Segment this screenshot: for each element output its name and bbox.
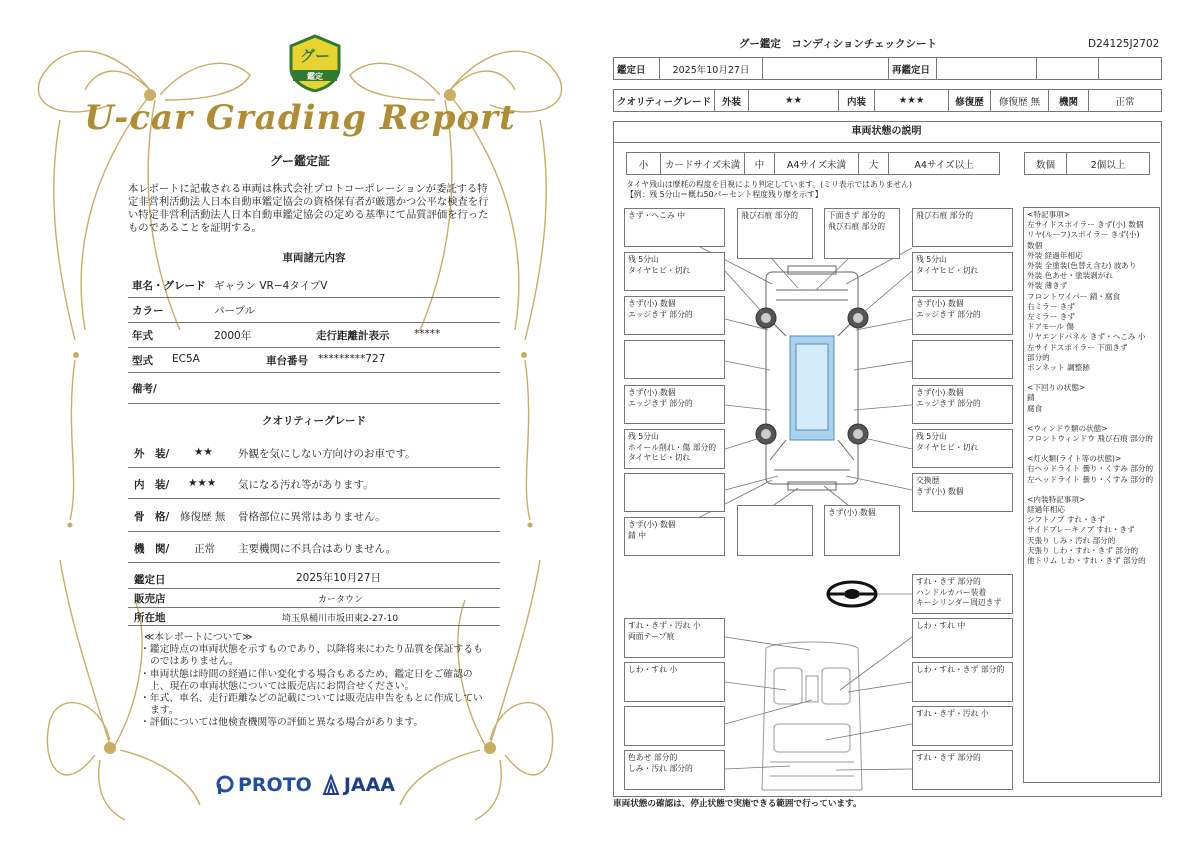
special-note-line: 部分的 [1027, 352, 1050, 362]
spec-row-year [128, 326, 500, 348]
quality-row-engine [128, 533, 500, 563]
exterior-right-mid-box [912, 340, 1013, 379]
quality-exterior-desc: 外観を気にしない方向けのお車です。 [238, 448, 416, 460]
spec-name-value: ギャラン VR−4タイプV [214, 280, 328, 292]
legend-large-desc: A4サイズ以上 [889, 153, 1000, 175]
spec-heading: 車両諸元内容 [282, 252, 346, 264]
jaaa-logo [322, 774, 395, 796]
tire-front-right-box: 残 5分山 タイヤヒビ・切れ [912, 252, 1013, 291]
quality-engine-grade: 正常 [194, 543, 215, 555]
steering-wheel-icon [828, 582, 876, 606]
note-item: ・年式、車名、走行距離などの記載については販売店申告をもとに作成しています。 [140, 693, 483, 717]
quality-interior-label: 内 装/ [134, 479, 170, 491]
sheet-engine-value: 正常 [1089, 90, 1162, 112]
special-note-line [1027, 414, 1156, 424]
report-notes [128, 632, 492, 730]
jaaa-logo-text: JAAA [343, 774, 396, 796]
quality-frame-label: 骨 格/ [134, 511, 170, 523]
quality-engine-label: 機 関/ [134, 543, 170, 555]
special-note-line: 腐食 [1027, 403, 1043, 413]
jaaa-mark-icon [322, 774, 340, 796]
car-interior-view [762, 642, 862, 790]
exterior-front-right-box: 飛び石痕 部分的 [912, 208, 1013, 247]
interior-console-box [624, 706, 725, 746]
interior-driver-seat-box: しわ・すれ 小 [624, 662, 725, 702]
steering-condition-box: すれ・きず 部分的 ハンドルカバー装着 キーシリンダー周辺きず [912, 574, 1013, 614]
legend-small: 小 [627, 153, 661, 175]
info-row-date [128, 569, 500, 589]
exterior-left-front-door-box: きず(小) 数個 エッジきず 部分的 [624, 296, 725, 335]
quality-exterior-grade: ★★ [194, 446, 213, 458]
special-notes-list [1023, 207, 1160, 783]
sheet-exterior-label: 外装 [715, 90, 749, 112]
spec-color-value: パープル [214, 305, 256, 317]
special-note-line: 左ミラー きず [1027, 312, 1075, 322]
note-item: ・鑑定時点の車両状態を示すものであり、以降将来にわたり品質を保証するものではありません。 [140, 644, 483, 668]
tire-front-left-box: 残 5分山 タイヤヒビ・切れ [624, 252, 725, 291]
notes-title: ≪本レポートについて≫ [144, 632, 253, 643]
proto-logo [215, 774, 312, 796]
spec-mileage-label: 走行距離計表示 [316, 330, 390, 342]
spec-year-value: 2000年 [214, 330, 252, 342]
note-item: ・評価については他検査機関等の評価と異なる場合があります。 [140, 717, 424, 729]
tire-rear-right-box: 残 5分山 タイヤヒビ・切れ [912, 429, 1013, 468]
svg-text:グー: グー [299, 47, 331, 65]
svg-text:鑑定: 鑑定 [307, 72, 323, 81]
interior-rear-right-box: すれ・きず 部分的 [912, 750, 1013, 790]
exterior-left-rear-box [624, 473, 725, 512]
spec-row-name [128, 276, 500, 298]
legend-small-desc: カードサイズ未満 [661, 153, 745, 175]
proto-mark-icon [215, 775, 235, 795]
exterior-right-front-door-box: きず(小) 数個 エッジきず 部分的 [912, 296, 1013, 335]
info-row-address [128, 608, 500, 626]
sheet-engine-label: 機関 [1049, 90, 1089, 112]
legend-count: 数個 [1025, 153, 1067, 175]
special-note-line: <下回りの状態> [1027, 383, 1086, 393]
special-note-line: 左ヘッドライト 曇り・くすみ 部分的 [1027, 474, 1154, 484]
interior-passenger-seat-box: しわ・すれ・きず 部分的 [912, 662, 1013, 702]
exterior-bumper-box: 飛び石痕 部分的 [737, 208, 813, 259]
quality-row-interior [128, 469, 500, 499]
spec-color-label: カラー [132, 305, 164, 317]
special-note-line: シフトノブ すれ・きず [1027, 515, 1105, 525]
legend-medium: 中 [745, 153, 775, 175]
certificate-statement: 本レポートに記載される車両は株式会社プロトコーポレーションが委託する特定非営利活動法人日本自動車鑑定協会の資格保有者が厳選かつ公平な検査を行い特定非営利活動法人日本自動車鑑定協会の定める基準にて品質評価を行ったものであることを証明する。 [128, 183, 489, 234]
interior-front-right-box: しわ・すれ 中 [912, 618, 1013, 658]
exterior-rear-bumper-box [737, 505, 813, 556]
tire-rear-left-box: 残 5分山 ホイール削れ・傷 部分的 タイヤヒビ・切れ [624, 429, 725, 469]
special-note-line: 錆 [1027, 393, 1035, 403]
sheet-repair-value: 修復歴 無 [991, 90, 1049, 112]
special-note-line: 右ミラー きず [1027, 301, 1075, 311]
special-note-line: 他トリム しわ・すれ・きず 部分的 [1027, 556, 1146, 566]
sheet-grade-label: クオリティーグレード [614, 90, 715, 112]
certificate-title: グー鑑定証 [269, 154, 330, 168]
quality-interior-desc: 気になる汚れ等があります。 [238, 479, 374, 491]
quality-row-frame [128, 500, 500, 532]
spec-row-model [128, 351, 500, 373]
sheet-title: グー鑑定 コンディションチェックシート [738, 38, 938, 50]
special-note-line: 天張り しみ・汚れ 部分的 [1027, 535, 1116, 545]
special-note-line: 経過年相応 [1027, 505, 1065, 515]
spec-model-value: EC5A [172, 353, 200, 365]
spec-mileage-value: ***** [414, 328, 441, 340]
special-note-line: 数個 [1027, 240, 1043, 250]
special-note-line: 右ヘッドライト 曇り・くすみ 部分的 [1027, 464, 1154, 474]
tire-example: 【例：残 5分山＝概ね50パーセント程度残り摩を示す】 [626, 190, 823, 199]
special-note-line: サイドブレーキノブ すれ・きず [1027, 525, 1135, 535]
legend-medium-desc: A4サイズ未満 [775, 153, 859, 175]
exterior-right-rear-door-box: きず(小) 数個 エッジきず 部分的 [912, 385, 1013, 424]
special-note-line: フロントワイパー 錆・腐食 [1027, 291, 1121, 301]
tire-note: タイヤ残山は摩耗の程度を目視により判定しています。(ミリ表示ではありません) [626, 180, 912, 189]
special-note-line: 左サイドスポイラー 下面きず [1027, 342, 1128, 352]
special-note-line: <灯火類(ライト等の状態)> [1027, 454, 1122, 464]
quality-engine-desc: 主要機関に不具合はありません。 [238, 543, 397, 555]
condition-check-sheet [600, 0, 1200, 848]
quality-heading: クオリティーグレード [262, 415, 366, 427]
spec-chassis-label: 車台番号 [266, 355, 308, 367]
note-item: ・車両状態は時間の経過に伴い変化する場合もあるため、鑑定日をご確認の上、現在の車両状態については販売店にお問合せください。 [140, 668, 473, 692]
info-address-label: 所在地 [134, 612, 166, 624]
interior-front-left-box: すれ・きず・汚れ 小 両面テープ痕 [624, 618, 725, 658]
condition-section-title: 車両状態の説明 [613, 121, 1160, 143]
special-note-line: 外装 全塗装(色替え含む) 波あり [1027, 261, 1137, 271]
sheet-code: D24125J2702 [1088, 38, 1160, 50]
special-note-line: リヤ(ルーフ)スポイラー きず(小) [1027, 230, 1140, 240]
proto-logo-text: PROTO [238, 774, 312, 796]
footer-logos [215, 770, 395, 800]
quality-row-exterior [128, 438, 500, 468]
spec-remarks-label: 備考/ [132, 383, 157, 395]
sheet-date-value: 2025年10月27日 [660, 58, 763, 80]
sheet-interior-value: ★★★ [875, 90, 949, 112]
spec-row-color [128, 301, 500, 323]
special-note-line: 天張り しわ・すれ・きず 部分的 [1027, 545, 1139, 555]
interior-rear-seat-box: すれ・きず・汚れ 小 [912, 706, 1013, 746]
goo-kantei-badge-logo [287, 34, 343, 92]
special-note-line: <特記事項> [1027, 210, 1071, 219]
special-note-line [1027, 444, 1156, 454]
special-note-line: <ウィンドウ類の状態> [1027, 423, 1108, 433]
exterior-rear-trunk-box: きず(小) 数個 [824, 505, 900, 556]
quality-interior-grade: ★★★ [188, 477, 217, 489]
special-note-line [1027, 485, 1156, 495]
sheet-exterior-value: ★★ [749, 90, 839, 112]
exterior-right-rear-box: 交換歴 きず(小) 数個 [912, 473, 1013, 512]
info-row-dealer [128, 589, 500, 608]
info-date-label: 鑑定日 [134, 574, 166, 586]
exterior-front-left-box: きず・へこみ 中 [624, 208, 725, 247]
exterior-underside-box: 下面きず 部分的 飛び石痕 部分的 [824, 208, 900, 259]
special-note-line: ドアモール 傷 [1027, 322, 1074, 332]
special-note-line [1027, 373, 1156, 383]
report-script-title: U-car Grading Report [84, 98, 516, 138]
sheet-interior-label: 内装 [839, 90, 875, 112]
special-note-line: ボンネット 調整跡 [1027, 363, 1090, 373]
bottom-note: 車両状態の確認は、停止状態で実施できる範囲で行っています。 [613, 799, 862, 809]
info-dealer-value: カータウン [318, 595, 364, 605]
legend-count-desc: 2個以上 [1067, 153, 1150, 175]
exterior-rear-left-box: きず(小) 数個 錆 中 [624, 517, 725, 556]
spec-chassis-value: *********727 [318, 353, 386, 365]
sheet-repair-label: 修復歴 [949, 90, 991, 112]
special-note-line: <内装特記事項> [1027, 494, 1086, 504]
car-exterior-top-view [766, 266, 858, 490]
info-address-value: 埼玉県桶川市坂田東2-27-10 [282, 614, 399, 624]
quality-frame-grade: 修復歴 無 [180, 511, 226, 523]
legend-large: 大 [859, 153, 889, 175]
spec-name-label: 車名・グレード [132, 280, 206, 292]
interior-rear-left-box: 色あせ 部分的 しみ・汚れ 部分的 [624, 750, 725, 790]
sheet-redate-label: 再鑑定日 [889, 58, 937, 80]
info-date-value: 2025年10月27日 [296, 572, 381, 584]
spec-year-label: 年式 [132, 330, 153, 342]
quality-exterior-label: 外 装/ [134, 448, 170, 460]
special-note-line: リヤエンドパネル きず・へこみ 小 [1027, 332, 1146, 342]
sheet-date-label: 鑑定日 [614, 58, 660, 80]
exterior-left-mid-box [624, 340, 725, 379]
special-note-line: 外装 薄きず [1027, 281, 1068, 291]
spec-model-label: 型式 [132, 355, 153, 367]
special-note-line: 左サイドスポイラー きず(小) 数個 [1027, 220, 1144, 230]
exterior-left-rear-door-box: きず(小) 数個 エッジきず 部分的 [624, 385, 725, 424]
special-note-line: 外装 経過年相応 [1027, 250, 1083, 260]
special-note-line: 外装 色あせ・塗装剥がれ [1027, 271, 1113, 281]
spec-row-remarks [128, 376, 500, 404]
quality-frame-desc: 骨格部位に異常はありません。 [238, 511, 386, 523]
info-dealer-label: 販売店 [134, 593, 166, 605]
special-note-line: フロントウィンドウ 飛び石痕 部分的 [1027, 434, 1153, 444]
